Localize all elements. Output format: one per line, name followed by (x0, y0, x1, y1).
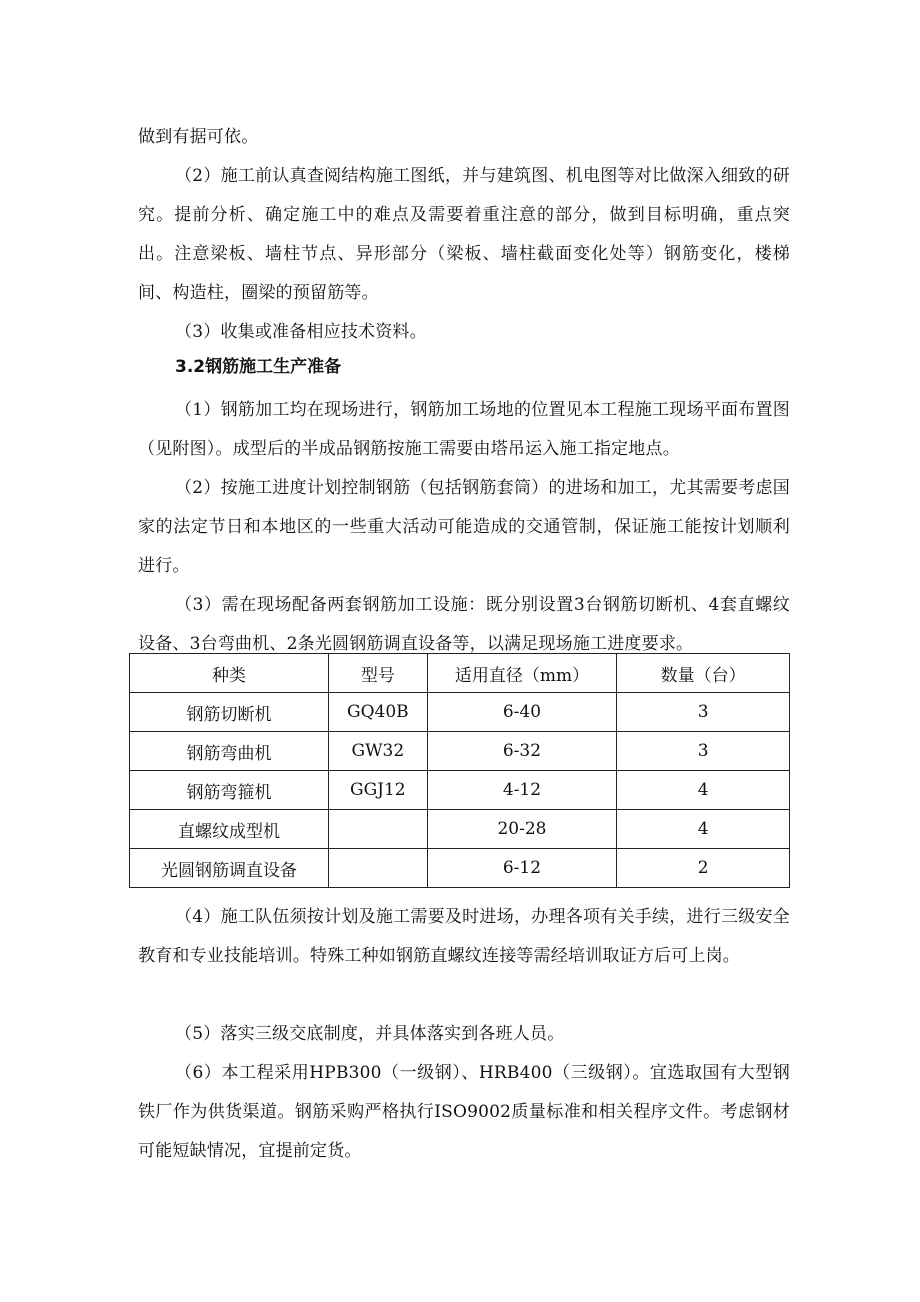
table-row (130, 732, 790, 771)
header-type: 种类 (130, 654, 329, 693)
cell-diameter: 20-28 (427, 810, 617, 849)
paragraph-item-2: （2）施工前认真查阅结构施工图纸，并与建筑图、机电图等对比做深入细致的研究。提前分析、确定施工中的难点及需要着重注意的部分，做到目标明确，重点突出。注意梁板、墙柱节点、异形部分（梁板、墙柱截面变化处等）钢筋变化，楼梯间、构造柱，圈梁的预留筋等。 (138, 166, 790, 303)
table-row (130, 810, 790, 849)
header-model: 型号 (329, 654, 428, 693)
cell-diameter: 4-12 (427, 771, 617, 810)
cell-diameter: 6-12 (427, 849, 617, 888)
table-row (130, 771, 790, 810)
cell-type: 钢筋弯曲机 (130, 732, 329, 771)
cell-model: GQ40B (329, 693, 428, 732)
cell-quantity: 4 (617, 810, 790, 849)
paragraph-continuation: 做到有据可依。 (138, 127, 259, 147)
paragraph-prep-5: （5）落实三级交底制度，并具体落实到各班人员。 (175, 1024, 565, 1044)
cell-type: 钢筋切断机 (130, 693, 329, 732)
cell-type: 直螺纹成型机 (130, 810, 329, 849)
header-quantity: 数量（台） (617, 654, 790, 693)
cell-model: GW32 (329, 732, 428, 771)
cell-quantity: 2 (617, 849, 790, 888)
paragraph-prep-1: （1）钢筋加工均在现场进行，钢筋加工场地的位置见本工程施工现场平面布置图（见附图）。成型后的半成品钢筋按施工需要由塔吊运入施工指定地点。 (138, 400, 790, 459)
cell-model: GGJ12 (329, 771, 428, 810)
header-diameter: 适用直径（mm） (427, 654, 617, 693)
cell-diameter: 6-40 (427, 693, 617, 732)
paragraph-prep-2: （2）按施工进度计划控制钢筋（包括钢筋套筒）的进场和加工，尤其需要考虑国家的法定节日和本地区的一些重大活动可能造成的交通管制，保证施工能按计划顺利进行。 (138, 478, 790, 576)
cell-model (329, 810, 428, 849)
cell-quantity: 3 (617, 693, 790, 732)
table-header-row (130, 654, 790, 693)
equipment-table (129, 653, 790, 888)
cell-diameter: 6-32 (427, 732, 617, 771)
paragraph-prep-3: （3）需在现场配备两套钢筋加工设施：既分别设置3台钢筋切断机、4套直螺纹设备、3台弯曲机、2条光圆钢筋调直设备等，以满足现场施工进度要求。 (138, 595, 790, 654)
cell-type: 光圆钢筋调直设备 (130, 849, 329, 888)
cell-quantity: 3 (617, 732, 790, 771)
cell-quantity: 4 (617, 771, 790, 810)
cell-type: 钢筋弯箍机 (130, 771, 329, 810)
paragraph-prep-6: （6）本工程采用HPB300（一级钢）、HRB400（三级钢）。宜选取国有大型钢铁厂作为供货渠道。钢筋采购严格执行ISO9002质量标准和相关程序文件。考虑钢材可能短缺情况，宜提前定货。 (138, 1063, 790, 1161)
cell-model (329, 849, 428, 888)
table-row (130, 693, 790, 732)
paragraph-prep-4: （4）施工队伍须按计划及施工需要及时进场，办理各项有关手续，进行三级安全教育和专业技能培训。特殊工种如钢筋直螺纹连接等需经培训取证方后可上岗。 (138, 907, 790, 966)
paragraph-item-3: （3）收集或准备相应技术资料。 (175, 322, 427, 342)
table-row (130, 849, 790, 888)
section-heading: 3.2钢筋施工生产准备 (175, 357, 342, 377)
